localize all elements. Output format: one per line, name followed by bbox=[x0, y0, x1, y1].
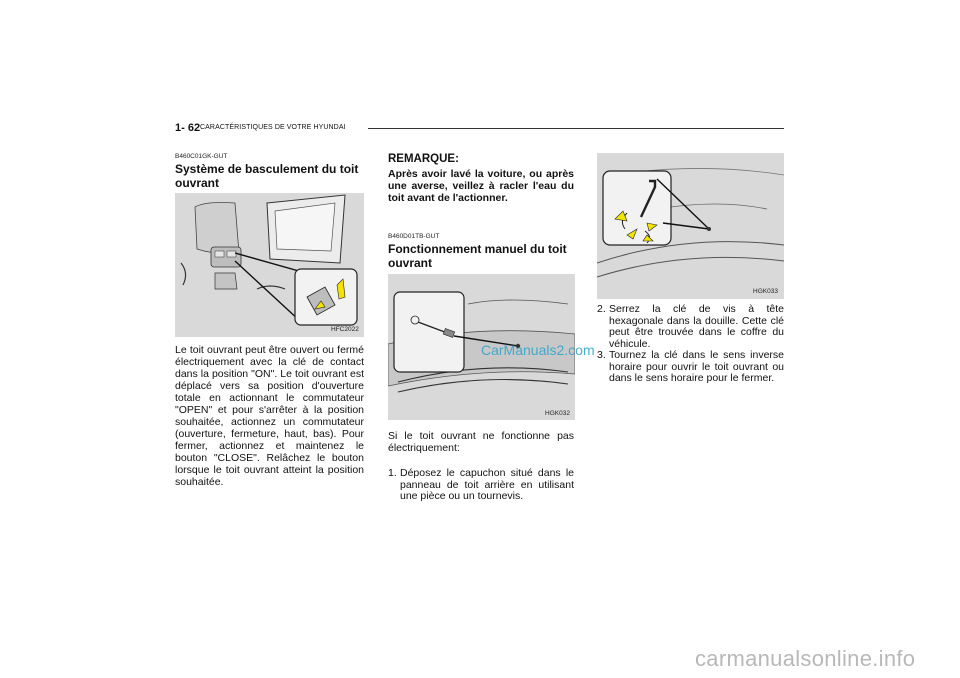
intro-text: Si le toit ouvrant ne fonctionne pas électriquement: bbox=[388, 430, 574, 454]
figure-label: HFC2022 bbox=[331, 326, 359, 333]
figure-hex-wrench bbox=[597, 153, 784, 299]
note-title: REMARQUE: bbox=[388, 153, 459, 165]
step-number: 3. bbox=[597, 349, 606, 361]
figure-label: HGK033 bbox=[753, 288, 778, 295]
steps-list bbox=[388, 468, 574, 503]
body-paragraph: Le toit ouvrant peut être ouvert ou fermé électriquement avec la clé de contact dans la position "ON". Le toit ouvrant est déplacé vers sa position d'ouverture totale en actionnant le commutateur "OPEN" et pour s'arrêter à la position souhaitée, actionnez un commutateur (ouverture, fermeture, haut, bas). Pour fermer, actionnez et maintenez le bouton "CLOSE". Relâchez le bouton lorsque le toit ouvrant atteint la position souhaitée. bbox=[175, 344, 364, 488]
hex-wrench-illustration bbox=[597, 153, 784, 299]
footer-watermark: carmanualsonline.info bbox=[695, 646, 916, 671]
header-rule bbox=[368, 128, 784, 129]
figure-label: HGK032 bbox=[545, 410, 570, 417]
figure-sunroof-switch bbox=[175, 193, 364, 337]
section-code: B460C01GK-GUT bbox=[175, 153, 228, 160]
section-heading: Système de basculement du toit ouvrant bbox=[175, 162, 359, 190]
steps-list bbox=[597, 304, 784, 385]
step-text: Serrez la clé de vis à tête hexagonale dans la douille. Cette clé peut être trouvée dans le coffre du véhicule. bbox=[609, 303, 784, 350]
watermark: CarManuals2.com bbox=[481, 342, 595, 358]
section-heading: Fonctionnement manuel du toit ouvrant bbox=[388, 242, 567, 270]
section-title: CARACTÉRISTIQUES DE VOTRE HYUNDAI bbox=[200, 124, 346, 131]
list-item bbox=[597, 350, 784, 385]
list-item bbox=[388, 468, 574, 503]
step-text: Déposez le capuchon situé dans le panneau de toit arrière en utilisant une pièce ou un tournevis. bbox=[400, 467, 574, 502]
list-item bbox=[597, 304, 784, 350]
step-text: Tournez la clé dans le sens inverse horaire pour ouvrir le toit ouvrant ou dans le sens horaire pour le fermer. bbox=[609, 349, 784, 384]
sunroof-switch-illustration bbox=[175, 193, 364, 337]
page-number: 1- 62 bbox=[175, 122, 201, 134]
section-code: B460D01TB-GUT bbox=[388, 233, 440, 240]
note-body: Après avoir lavé la voiture, ou après une averse, veillez à racler l'eau du toit avant de l'actionner. bbox=[388, 168, 574, 204]
step-number: 2. bbox=[597, 303, 606, 315]
step-number: 1. bbox=[388, 467, 397, 479]
